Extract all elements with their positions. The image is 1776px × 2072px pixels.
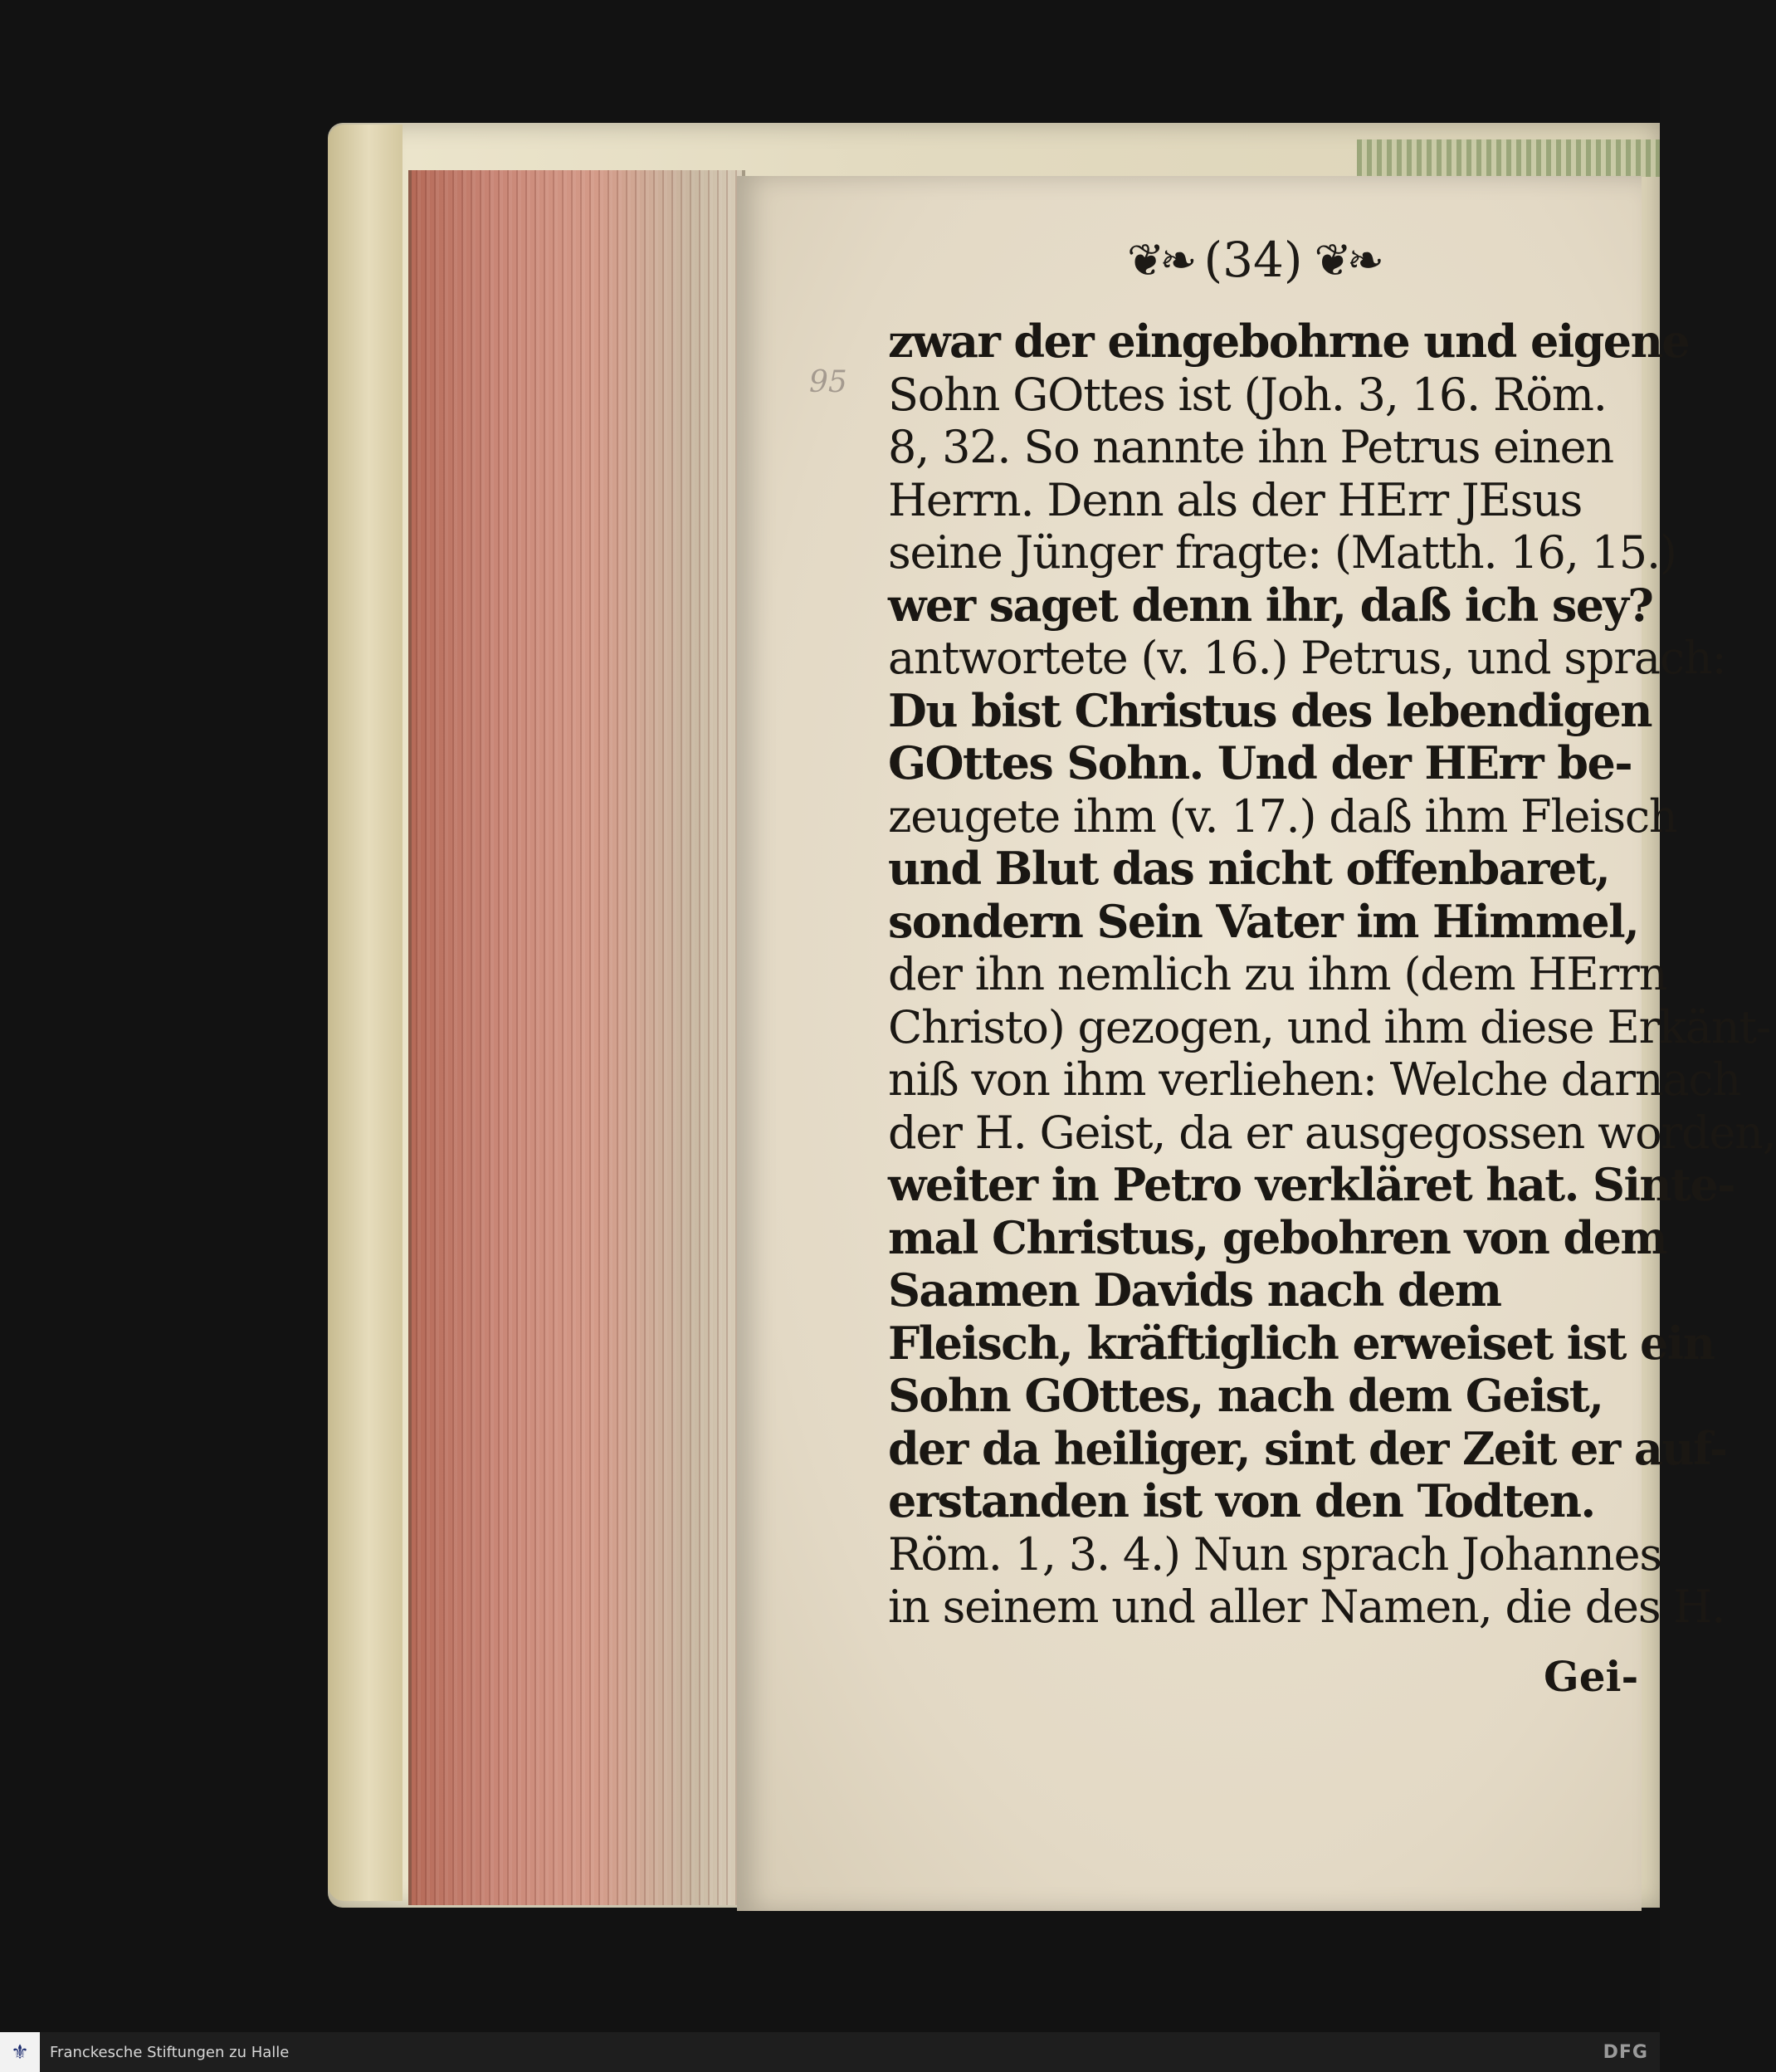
text-line: Fleisch, kräftiglich erweiset ist ein [888, 1316, 1715, 1370]
text-line: seine Jünger fragte: (Matth. 16, 15.) [888, 526, 1676, 579]
page-header [1095, 222, 1411, 297]
text-line: der ihn nemlich zu ihm (dem HErrn [888, 948, 1667, 1000]
text-line: Herrn. Denn als der HErr JEsus [888, 473, 1583, 526]
text-line: der da heiliger, sint der Zeit er auf- [888, 1421, 1727, 1475]
text-line: niß von ihm verliehen: Welche darnach [888, 1053, 1740, 1106]
text-line: mal Christus, gebohren von dem [888, 1210, 1666, 1264]
text-line: sondern Sein Vater im Himmel, [888, 894, 1639, 948]
institution-name: Franckesche Stiftungen zu Halle [50, 2043, 290, 2061]
text-line: antwortete (v. 16.) Petrus, und sprach: [888, 632, 1726, 684]
text-line: und Blut das nicht offenbaret, [888, 842, 1610, 895]
page-number: (34) [1203, 232, 1303, 288]
institution-logo-icon: ⚜ [0, 2032, 40, 2072]
binding-top-strip [1357, 139, 1660, 177]
text-line: GOttes Sohn. Und der HErr be- [888, 736, 1632, 789]
margin-pencil-mark: 95 [809, 365, 847, 399]
dfg-badge: DFG [1603, 2041, 1648, 2063]
text-line: Saamen Davids nach dem [888, 1263, 1501, 1317]
text-line: Christo) gezogen, und ihm diese Erkänt- [888, 1000, 1770, 1053]
text-line: 8, 32. So nannte ihn Petrus einen [888, 421, 1613, 473]
text-line: erstanden ist von den Todten. [888, 1474, 1595, 1527]
text-line: zeugete ihm (v. 17.) daß ihm Fleisch [888, 789, 1677, 843]
ornament-left-icon: ❦❧ [1126, 233, 1193, 286]
ornament-right-icon: ❦❧ [1314, 233, 1380, 286]
page-block-fore-edge [408, 170, 745, 1905]
binding-spine-edge [328, 125, 403, 1901]
text-line: zwar der eingebohrne und eigene [888, 315, 1689, 368]
text-line: Sohn GOttes, nach dem Geist, [888, 1369, 1603, 1422]
viewer-footer [0, 2032, 1660, 2072]
text-line: wer saget denn ihr, daß ich sey? [888, 578, 1653, 632]
text-line: Sohn GOttes ist (Joh. 3, 16. Röm. [888, 368, 1607, 421]
catchword: Gei- [1544, 1652, 1639, 1701]
text-line: in seinem und aller Namen, die des H. [888, 1581, 1725, 1633]
text-line: Du bist Christus des lebendigen [888, 683, 1652, 737]
text-line: weiter in Petro verkläret hat. Sinte- [888, 1158, 1735, 1211]
page-text [888, 315, 1776, 1634]
text-line: der H. Geist, da er ausgegossen worden, [888, 1106, 1776, 1159]
text-line: Röm. 1, 3. 4.) Nun sprach Johannes [888, 1527, 1661, 1581]
